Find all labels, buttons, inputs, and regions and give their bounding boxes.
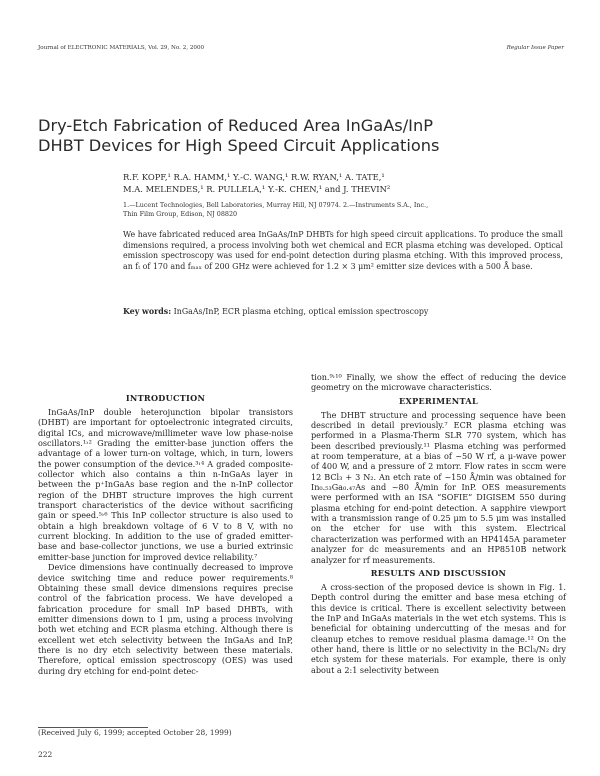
results-paragraph-1: A cross-section of the proposed device is shown in Fig. 1. Depth control during the emitter and base mesa etching of this device is critical. There is excellent selectivity between the InP and InGaAs materials in the wet etch systems. This is beneficial for obtaining undercutting of the mesas and for cleanup etches to remove residual plasma damage.¹² On the other hand, there is little or no selectivity in the BCl₃/N₂ dry etch system for these materials. For example, there is only about a 2:1 selectivity between: [311, 581, 566, 675]
keywords-text: InGaAs/InP, ECR plasma etching, optical emission spectroscopy: [173, 307, 429, 316]
affiliation-line-1: 1.—Lucent Technologies, Bell Laboratories, Murray Hill, NJ 07974. 2.—Instruments S.A., Inc.,: [123, 201, 429, 209]
page-number: 222: [38, 750, 53, 759]
author-list: [123, 171, 563, 196]
title-line-2: DHBT Devices for High Speed Circuit Applications: [38, 136, 440, 155]
experimental-paragraph-1: The DHBT structure and processing sequence have been described in detail previously.⁷ ECR plasma etching was performed in a Plasma-Therm SLR 770 system, which has been described previously.¹¹ Plasma etching was performed at room temperature, at a bias of ~50 W rf, a μ-wave power of 400 W, and a pressure of 2 mtorr. Flow rates in sccm were 12 BCl₃ + 3 N₂. An etch rate of ~150 Å/min was obtained for In₀.₅₃Ga₀.₄₇As and ~80 Å/min for InP. OES measurements were performed with an ISA “SOFIE” DIGISEM 550 during plasma etching for end-point detection. A sapphire viewport with a transmission range of 0.25 μm to 5.5 μm was installed on the etcher for use with this system. Electrical characterization was performed with an HP4145A parameter analyzer for dc measurements and an HP8510B network analyzer for rf measurements.: [311, 409, 566, 565]
experimental-heading: EXPERIMENTAL: [399, 395, 478, 406]
paper-type-label: Regular Issue Paper: [506, 45, 564, 51]
abstract: We have fabricated reduced area InGaAs/InP DHBTs for high speed circuit applications. To produce the small dimensions required, a process involving both wet chemical and ECR plasma etching was developed. Optical emission spectroscopy was used for end-point detection during plasma etching. With this improved process, an fₜ of 170 and fₘₐₓ of 200 GHz were achieved for 1.2 × 3 μm² emitter size devices with a 500 Å base.: [123, 230, 563, 272]
introduction-heading: INTRODUCTION: [125, 393, 206, 403]
introduction-paragraph-3: tion.⁹˒¹⁰ Finally, we show the effect of reducing the device geometry on the microwave characteristics.: [311, 372, 566, 393]
results-heading: RESULTS AND DISCUSSION: [370, 567, 507, 578]
keywords: [123, 306, 563, 317]
keywords-label: Key words:: [123, 307, 172, 316]
introduction-paragraph-1: InGaAs/InP double heterojunction bipolar transistors (DHBT) are important for optoelectronic integrated circuits, digital ICs, and microwave/millimeter wave low phase-noise oscillators.¹˒² Grading the emitter-base junction offers the advantage of a lower turn-on voltage, which, in turn, lowers the power consumption of the device.³˒⁴ A graded composite-collector which also contains a thin n-InGaAs layer in between the p⁺InGaAs base region and the n-InP collector region of the DHBT structure improves the high current transport characteristics of the device without sacrificing gain or speed.⁵˒⁶ This InP collector structure is also used to obtain a high breakdown voltage of 6 V to 8 V, with no current blocking. In addition to the use of graded emitter-base and base-collector junctions, we use a buried extrinsic emitter-base junction for improved device reliability.⁷: [38, 407, 293, 562]
authors-line-1: R.F. KOPF,¹ R.A. HAMM,¹ Y.-C. WANG,¹ R.W. RYAN,¹ A. TATE,¹: [123, 172, 385, 182]
right-column: [311, 372, 566, 675]
journal-header: Journal of ELECTRONIC MATERIALS, Vol. 29, No. 2, 2000: [38, 45, 205, 51]
affiliation-line-2: Thin Film Group, Edison, NJ 08820: [123, 210, 238, 219]
received-date-footnote: (Received July 6, 1999; accepted October 28, 1999): [38, 728, 232, 737]
introduction-paragraph-2: Device dimensions have continually decreased to improve device switching time and reduce power requirements.⁸ Obtaining these small device dimensions requires precise control of the fabrication process. We have developed a fabrication procedure for small InP based DHBTs, with emitter dimensions down to 1 μm, using a process involving both wet etching and ECR plasma etching. Although there is excellent wet etch selectivity between the InGaAs and InP, there is no dry etch selectivity between these materials. Therefore, optical emission spectroscopy (OES) was used during dry etching for end-point detec-: [38, 562, 293, 676]
authors-line-2: M.A. MELENDES,¹ R. PULLELA,¹ Y.-K. CHEN,¹ and J. THEVIN²: [123, 184, 391, 195]
paper-title: [38, 116, 568, 156]
left-column: [38, 393, 293, 676]
affiliations: [123, 201, 563, 220]
title-line-1: Dry-Etch Fabrication of Reduced Area InGaAs/InP: [38, 116, 433, 135]
